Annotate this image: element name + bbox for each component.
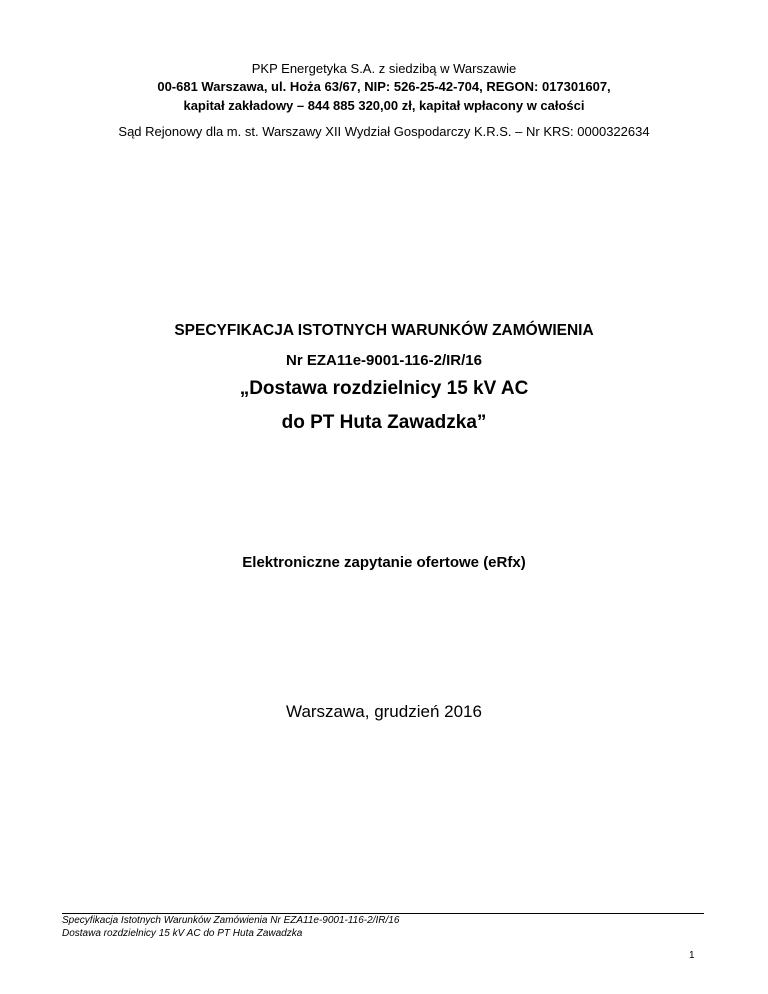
place-date: Warszawa, grudzień 2016	[286, 702, 482, 721]
subject-line-2: do PT Huta Zawadzka”	[281, 412, 487, 433]
company-name-line: PKP Energetyka S.A. z siedzibą w Warszawie	[251, 61, 517, 76]
document-number: Nr EZA11e-9001-116-2/IR/16	[286, 352, 482, 369]
court-registry-line: Sąd Rejonowy dla m. st. Warszawy XII Wydział Gospodarczy K.R.S. – Nr KRS: 0000322634	[118, 124, 650, 139]
subject-line-1: „Dostawa rozdzielnicy 15 kV AC	[239, 378, 529, 399]
footer-line-1: Specyfikacja Istotnych Warunków Zamówienia Nr EZA11e-9001-116-2/IR/16	[62, 915, 400, 926]
page-number: 1	[689, 950, 695, 961]
procedure-type: Elektroniczne zapytanie ofertowe (eRfx)	[242, 554, 526, 571]
document-title: SPECYFIKACJA ISTOTNYCH WARUNKÓW ZAMÓWIENIA	[174, 322, 594, 339]
company-capital-line: kapitał zakładowy – 844 885 320,00 zł, kapitał wpłacony w całości	[183, 98, 585, 113]
footer-line-2: Dostawa rozdzielnicy 15 kV AC do PT Huta Zawadzka	[62, 928, 303, 939]
footer-divider	[62, 913, 704, 914]
company-address-line: 00-681 Warszawa, ul. Hoża 63/67, NIP: 526-25-42-704, REGON: 017301607,	[157, 79, 611, 94]
